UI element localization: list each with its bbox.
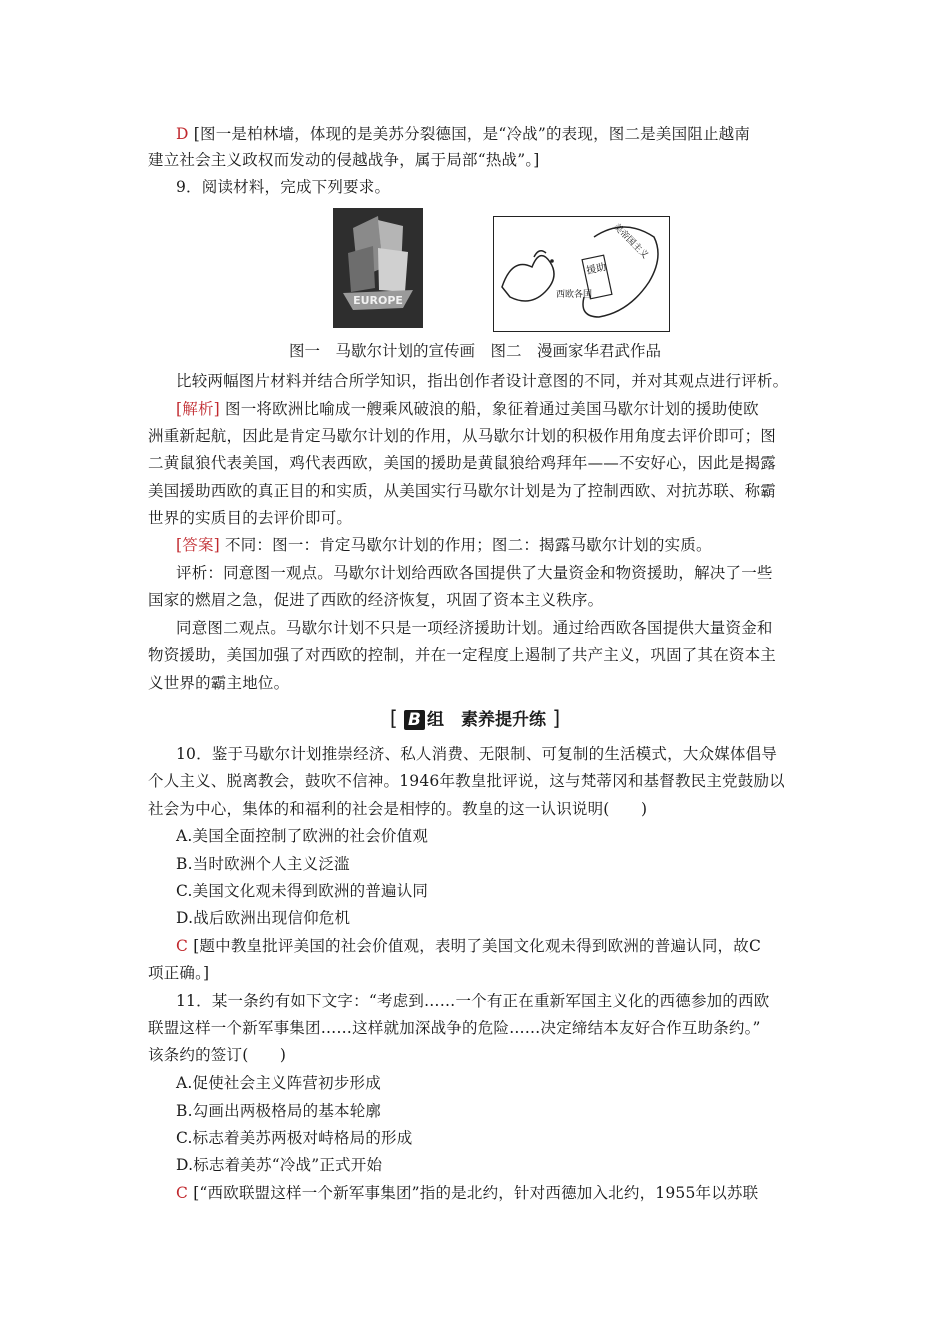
option-d: D.标志着美苏“冷战”正式开始	[176, 1156, 383, 1174]
text-line: 二黄鼠狼代表美国，鸡代表西欧，美国的援助是黄鼠狼给鸡拜年——不安好心，因此是揭露	[148, 454, 777, 472]
text-line: 个人主义、脱离教会，鼓吹不信神。1946年教皇批评说，这与梵蒂冈和基督教民主党鼓励以	[148, 772, 785, 790]
text-line: 义世界的霸主地位。	[148, 674, 290, 692]
banner-letter: B	[404, 710, 425, 730]
question-9: 9．阅读材料，完成下列要求。	[176, 178, 391, 196]
text-line: 联盟这样一个新军事集团……这样就加深战争的危险……决定缔结本友好合作互助条约。”	[148, 1019, 761, 1037]
section-banner: [ B 组 素养提升练 ]	[389, 706, 561, 730]
analysis-tag: [解析]	[176, 400, 220, 418]
option-a: A.美国全面控制了欧洲的社会价值观	[176, 827, 429, 845]
text-line: 洲重新起航，因此是肯定马歇尔计划的作用，从马歇尔计划的积极作用角度去评价即可；图	[148, 427, 777, 445]
answer-label-tag: [答案]	[176, 536, 220, 554]
text-line: 建立社会主义政权而发动的侵越战争，属于局部“热战”。]	[148, 151, 540, 169]
option-b: B.勾画出两极格局的基本轮廓	[176, 1102, 382, 1120]
option-d: D.战后欧洲出现信仰危机	[176, 909, 351, 927]
text-line: 世界的实质目的去评价即可。	[148, 509, 353, 527]
text-line: 物资援助，美国加强了对西欧的控制，并在一定程度上遏制了共产主义，巩固了其在资本主	[148, 646, 777, 664]
text-line: D [图一是柏林墙，体现的是美苏分裂德国，是“冷战”的表现，图二是美国阻止越南	[176, 125, 751, 143]
cartoon-weasel-chicken	[493, 216, 670, 332]
marshall-plan-poster	[333, 208, 423, 328]
text-line: 比较两幅图片材料并结合所学知识，指出创作者设计意图的不同，并对其观点进行评析。	[176, 372, 789, 390]
text-line: 社会为中心，集体的和福利的社会是相悖的。教皇的这一认识说明( )	[148, 800, 648, 818]
answer-tag: D	[176, 125, 189, 143]
text-line: C [题中教皇批评美国的社会价值观，表明了美国文化观未得到欧洲的普遍认同，故C	[176, 937, 761, 955]
cartoon-label-us: 美帝国主义	[610, 222, 650, 262]
text-line: [解析] 图一将欧洲比喻成一艘乘风破浪的船，象征着通过美国马歇尔计划的援助使欧	[176, 400, 759, 418]
option-c: C.标志着美苏两极对峙格局的形成	[176, 1129, 413, 1147]
banner-title: 组 素养提升练	[426, 710, 546, 730]
text-line: C [“西欧联盟这样一个新军事集团”指的是北约，针对西德加入北约，1955年以苏联	[176, 1184, 759, 1202]
figure-caption: 图一 马歇尔计划的宣传画 图二 漫画家华君武作品	[288, 342, 661, 360]
text-line: 评析：同意图一观点。马歇尔计划给西欧各国提供了大量资金和物资援助，解决了一些	[176, 564, 773, 582]
poster-text: EUROPE	[353, 294, 403, 307]
question-10: 10．鉴于马歇尔计划推崇经济、私人消费、无限制、可复制的生活模式，大众媒体倡导	[176, 745, 778, 763]
text-line: 国家的燃眉之急，促进了西欧的经济恢复，巩固了资本主义秩序。	[148, 591, 604, 609]
question-11: 11．某一条约有如下文字：“考虑到……一个有正在重新军国主义化的西德参加的西欧	[176, 992, 770, 1010]
answer-tag: C	[176, 1184, 189, 1202]
figure-area	[0, 206, 950, 330]
text-line: 同意图二观点。马歇尔计划不只是一项经济援助计划。通过给西欧各国提供大量资金和	[176, 619, 773, 637]
answer-tag: C	[176, 937, 189, 955]
option-a: A.促使社会主义阵营初步形成	[176, 1074, 381, 1092]
cartoon-label-aid: 援助	[585, 261, 608, 277]
option-c: C.美国文化观未得到欧洲的普遍认同	[176, 882, 429, 900]
text-line: 项正确。]	[148, 964, 210, 982]
text-line: [答案] 不同：图一：肯定马歇尔计划的作用；图二：揭露马歇尔计划的实质。	[176, 536, 712, 554]
text-line: 美国援助西欧的真正目的和实质，从美国实行马歇尔计划是为了控制西欧、对抗苏联、称霸	[148, 482, 777, 500]
option-b: B.当时欧洲个人主义泛滥	[176, 855, 350, 873]
text-line: 该条约的签订( )	[148, 1046, 287, 1064]
cartoon-label-europe: 西欧各国	[556, 290, 593, 300]
